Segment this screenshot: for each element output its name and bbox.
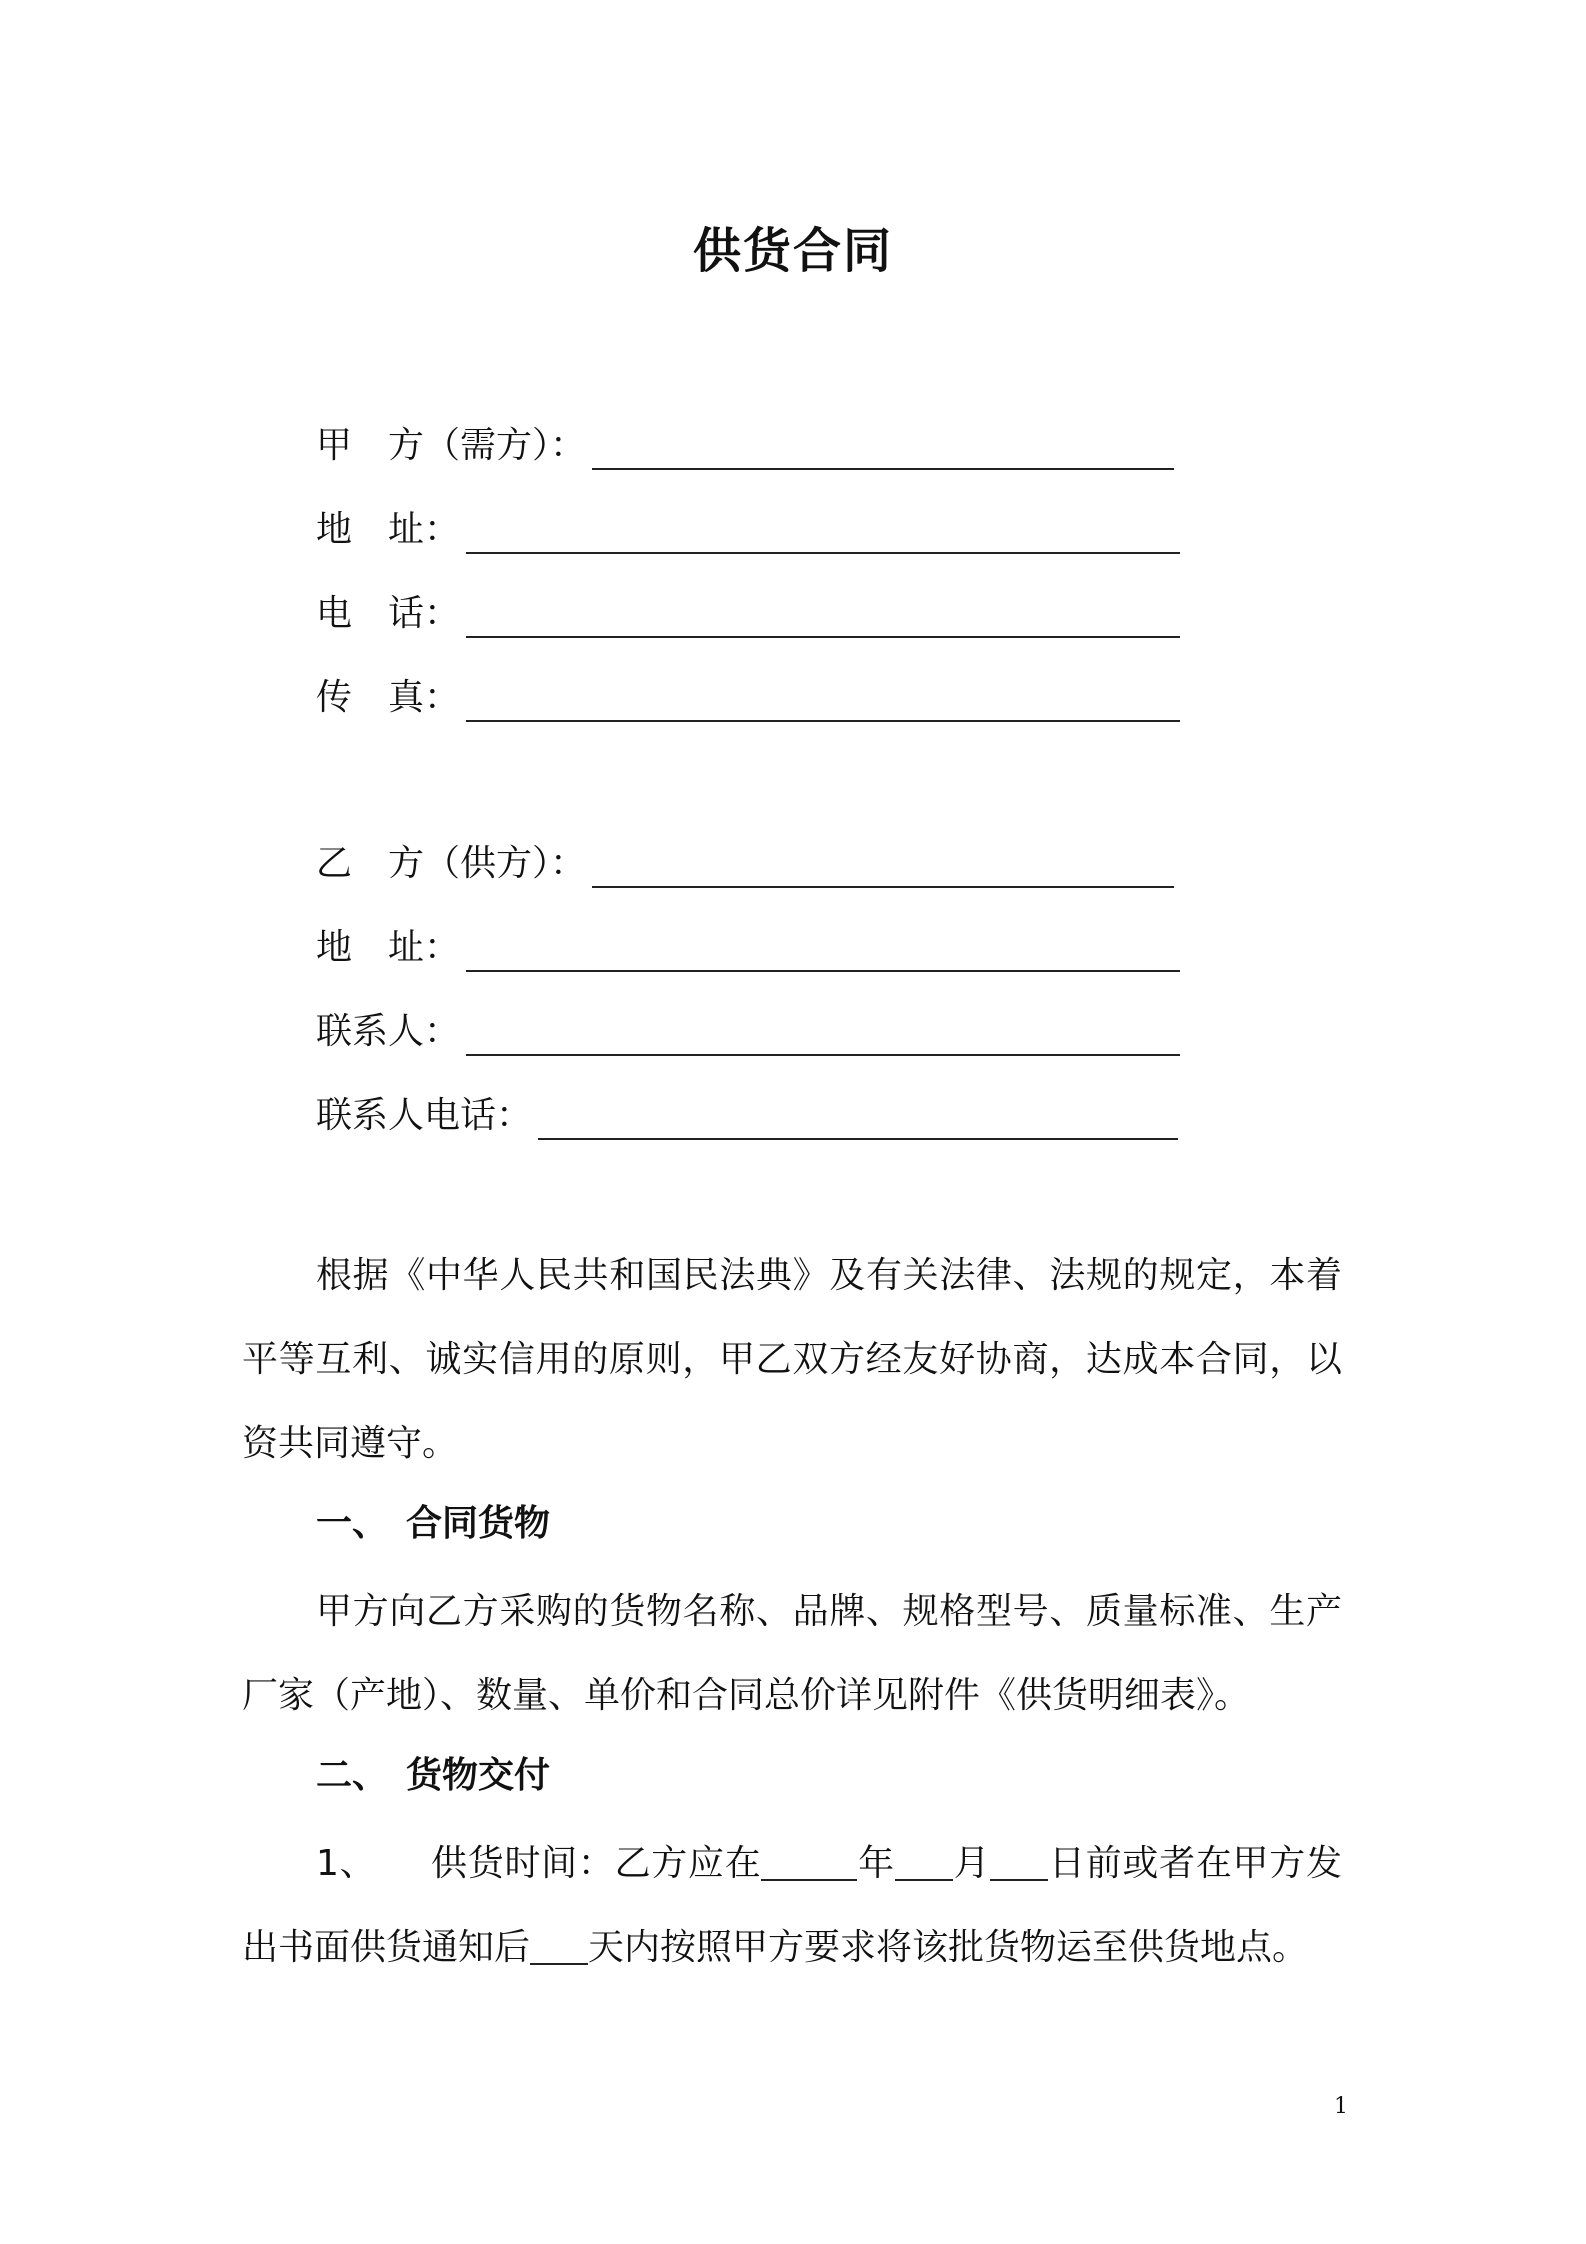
clause-1-label: 供货时间： <box>430 1843 615 1884</box>
party-b-contact-phone-field <box>316 1080 1178 1140</box>
party-a-label: 甲 方（需方）： <box>316 425 587 466</box>
party-b-address-label: 地 址： <box>316 927 461 968</box>
party-a-address-label: 地 址： <box>316 509 461 550</box>
party-b-contact-phone-label: 联系人电话： <box>316 1095 533 1136</box>
party-b-contact-field <box>316 996 1180 1056</box>
party-a-input-line <box>592 424 1174 470</box>
party-a-phone-label: 电 话： <box>316 593 461 634</box>
year-blank <box>761 1839 857 1881</box>
clause-1-text-part1: 乙方应在 <box>614 1843 762 1884</box>
day-blank <box>990 1839 1048 1881</box>
party-a-fax-field <box>316 662 1180 722</box>
party-a-address-line <box>466 508 1180 554</box>
party-b-input-line <box>592 842 1174 888</box>
page-number: 1 <box>1334 2094 1348 2119</box>
party-b-address-field <box>316 912 1180 972</box>
party-a-address-field <box>316 494 1180 554</box>
clause-1-number: 1、 <box>316 1843 377 1884</box>
section-1-body: 甲方向乙方采购的货物名称、品牌、规格型号、质量标准、生产厂家（产地）、数量、单价和合同总价详见附件《供货明细表》。 <box>242 1591 1342 1716</box>
party-b-contact-phone-line <box>538 1094 1178 1140</box>
party-b-contact-line <box>466 1010 1180 1056</box>
section-1-heading: 一、 合同货物 <box>316 1503 551 1544</box>
party-b-address-line <box>466 926 1180 972</box>
document-title: 供货合同 <box>692 223 893 279</box>
section-2-clause-1 <box>242 1822 1342 1990</box>
party-a-fax-line <box>466 676 1180 722</box>
party-b-field <box>316 828 1174 888</box>
preamble-paragraph: 根据《中华人民共和国民法典》及有关法律、法规的规定，本着平等互利、诚实信用的原则，甲乙双方经友好协商，达成本合同，以资共同遵守。 <box>242 1255 1342 1464</box>
party-b-contact-label: 联系人： <box>316 1011 461 1052</box>
party-a-phone-field <box>316 578 1180 638</box>
clause-1-text-part2: 日前或者在甲方发出书面供货通知后 <box>242 1843 1342 1968</box>
clause-1-text-part3: 天内按照甲方要求将该批货物运至供货地点。 <box>588 1927 1309 1968</box>
month-label: 月 <box>952 1843 991 1884</box>
days-blank <box>530 1923 588 1965</box>
section-2-heading: 二、 货物交付 <box>316 1755 551 1796</box>
party-a-field <box>316 410 1174 470</box>
party-a-fax-label: 传 真： <box>316 677 461 718</box>
month-blank <box>895 1839 953 1881</box>
party-b-label: 乙 方（供方）： <box>316 843 587 884</box>
year-label: 年 <box>857 1843 895 1884</box>
party-a-phone-line <box>466 592 1180 638</box>
